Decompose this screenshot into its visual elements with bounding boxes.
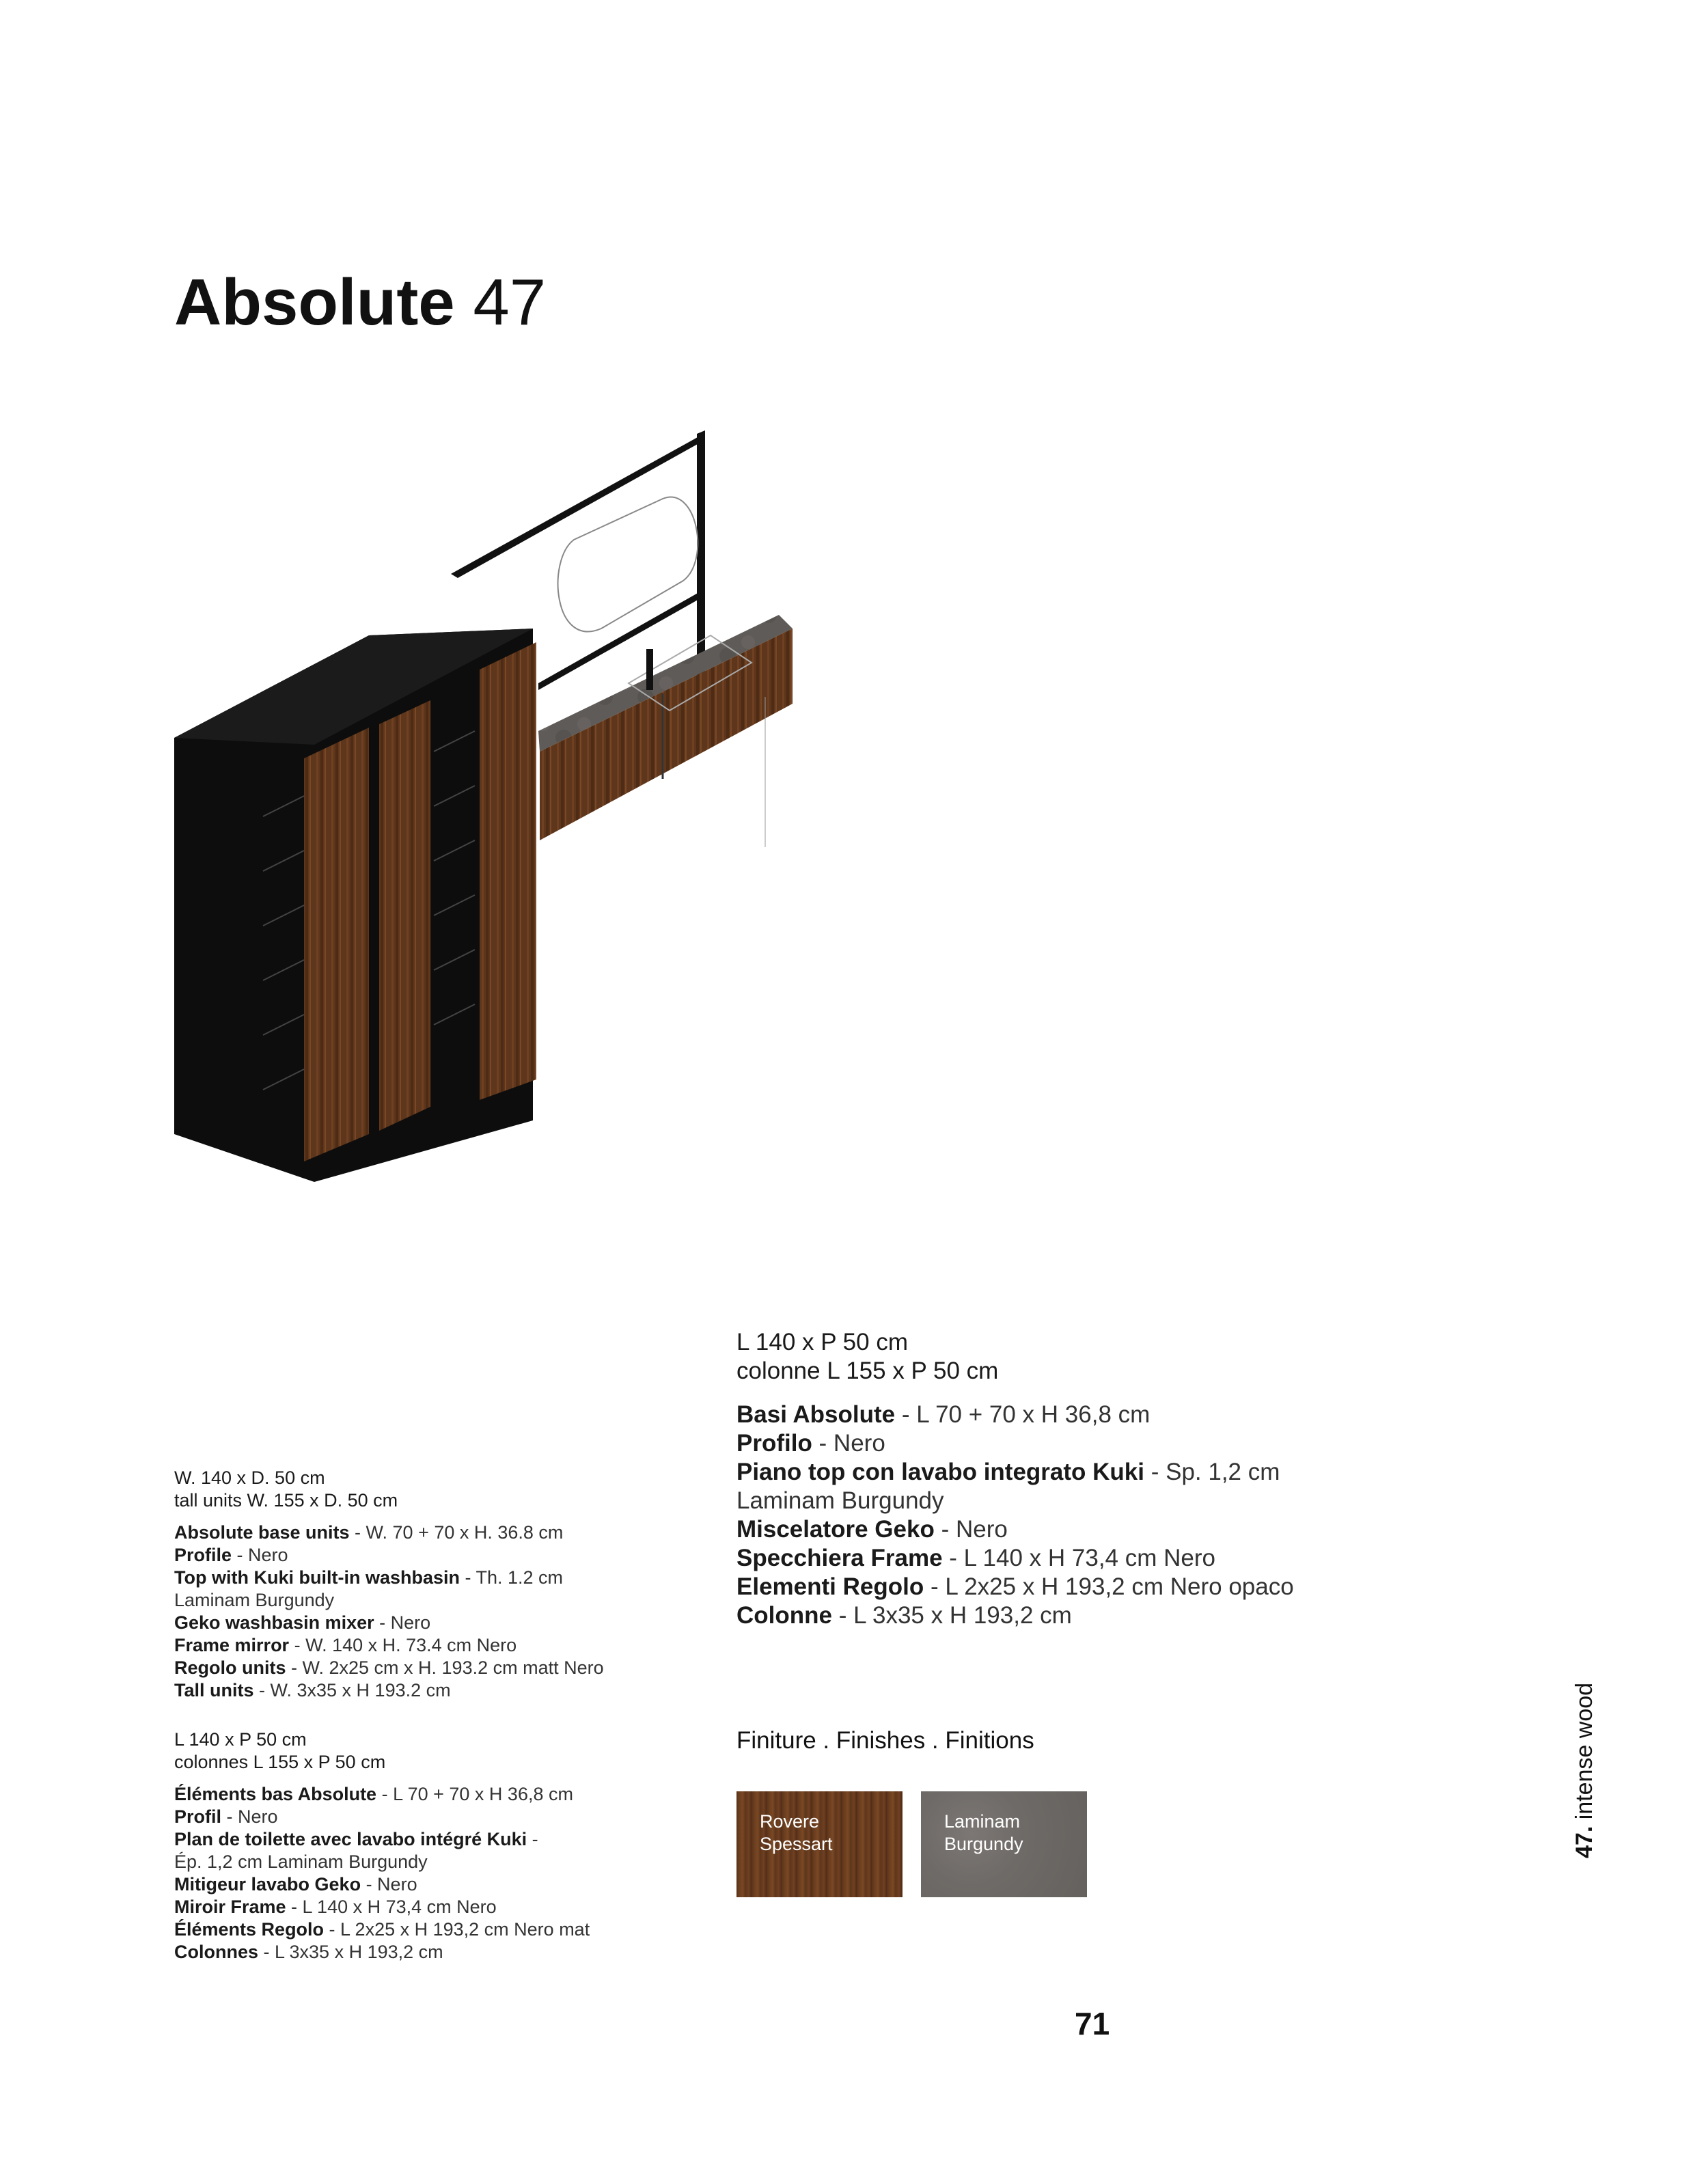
product-illustration <box>164 424 806 1189</box>
english-dims-line: W. 140 x D. 50 cm <box>174 1468 325 1488</box>
italian-specs <box>736 1328 1294 1630</box>
swatch-label-line: Laminam <box>944 1811 1021 1832</box>
french-spec-line: Plan de toilette avec lavabo intégré Kuki - <box>174 1829 538 1849</box>
title-number: 47 <box>473 266 547 339</box>
french-spec-line: Colonnes - L 3x35 x H 193,2 cm <box>174 1942 443 1962</box>
finishes-title: Finiture . Finishes . Finitions <box>736 1727 1034 1754</box>
swatch-label-line: Spessart <box>760 1834 833 1854</box>
english-spec-line: Frame mirror - W. 140 x H. 73.4 cm Nero <box>174 1635 517 1655</box>
english-spec-line: Absolute base units - W. 70 + 70 x H. 36.8 cm <box>174 1522 564 1543</box>
english-spec-line: Profile - Nero <box>174 1545 288 1565</box>
english-spec-line: Tall units - W. 3x35 x H 193.2 cm <box>174 1680 451 1700</box>
swatch-label-line: Rovere <box>760 1811 820 1832</box>
italian-spec-line: Profilo - Nero <box>736 1430 885 1457</box>
chapter-side-label <box>1571 1683 1598 1858</box>
page-title <box>174 266 547 339</box>
french-spec-line: Profil - Nero <box>174 1806 278 1827</box>
finish-swatch-laminam-burgundy <box>921 1791 1087 1897</box>
french-dims-line: colonnes L 155 x P 50 cm <box>174 1752 386 1772</box>
french-spec-line: Éléments Regolo - L 2x25 x H 193,2 cm Nero mat <box>174 1919 590 1940</box>
english-spec-line: Laminam Burgundy <box>174 1590 335 1610</box>
english-dims-line: tall units W. 155 x D. 50 cm <box>174 1490 398 1511</box>
swatch-label-line: Burgundy <box>944 1834 1023 1854</box>
french-spec-line: Éléments bas Absolute - L 70 + 70 x H 36,8 cm <box>174 1784 573 1804</box>
finish-swatch-rovere-spessart <box>736 1791 903 1897</box>
page-number: 71 <box>1075 2006 1110 2041</box>
italian-dims-line: colonne L 155 x P 50 cm <box>736 1358 999 1384</box>
italian-spec-line: Laminam Burgundy <box>736 1487 944 1514</box>
title-bold: Absolute <box>174 266 455 339</box>
english-spec-line: Geko washbasin mixer - Nero <box>174 1612 431 1633</box>
english-specs <box>174 1467 604 1702</box>
chapter-name: intense wood <box>1571 1682 1597 1826</box>
chapter-number: 47. <box>1571 1826 1597 1858</box>
french-spec-line: Miroir Frame - L 140 x H 73,4 cm Nero <box>174 1897 497 1917</box>
italian-spec-line: Specchiera Frame - L 140 x H 73,4 cm Nero <box>736 1545 1215 1571</box>
french-spec-line: Ép. 1,2 cm Laminam Burgundy <box>174 1851 428 1872</box>
italian-spec-line: Miscelatore Geko - Nero <box>736 1516 1008 1543</box>
italian-spec-line: Basi Absolute - L 70 + 70 x H 36,8 cm <box>736 1401 1151 1428</box>
english-spec-line: Top with Kuki built-in washbasin - Th. 1.2 cm <box>174 1567 564 1588</box>
italian-spec-line: Colonne - L 3x35 x H 193,2 cm <box>736 1602 1072 1629</box>
italian-spec-line: Piano top con lavabo integrato Kuki - Sp. 1,2 cm <box>736 1459 1280 1485</box>
french-dims-line: L 140 x P 50 cm <box>174 1729 307 1750</box>
italian-dims-line: L 140 x P 50 cm <box>736 1329 908 1355</box>
english-spec-line: Regolo units - W. 2x25 cm x H. 193.2 cm matt Nero <box>174 1657 604 1678</box>
french-spec-line: Mitigeur lavabo Geko - Nero <box>174 1874 417 1895</box>
italian-spec-line: Elementi Regolo - L 2x25 x H 193,2 cm Nero opaco <box>736 1573 1294 1600</box>
french-specs <box>174 1728 590 1964</box>
